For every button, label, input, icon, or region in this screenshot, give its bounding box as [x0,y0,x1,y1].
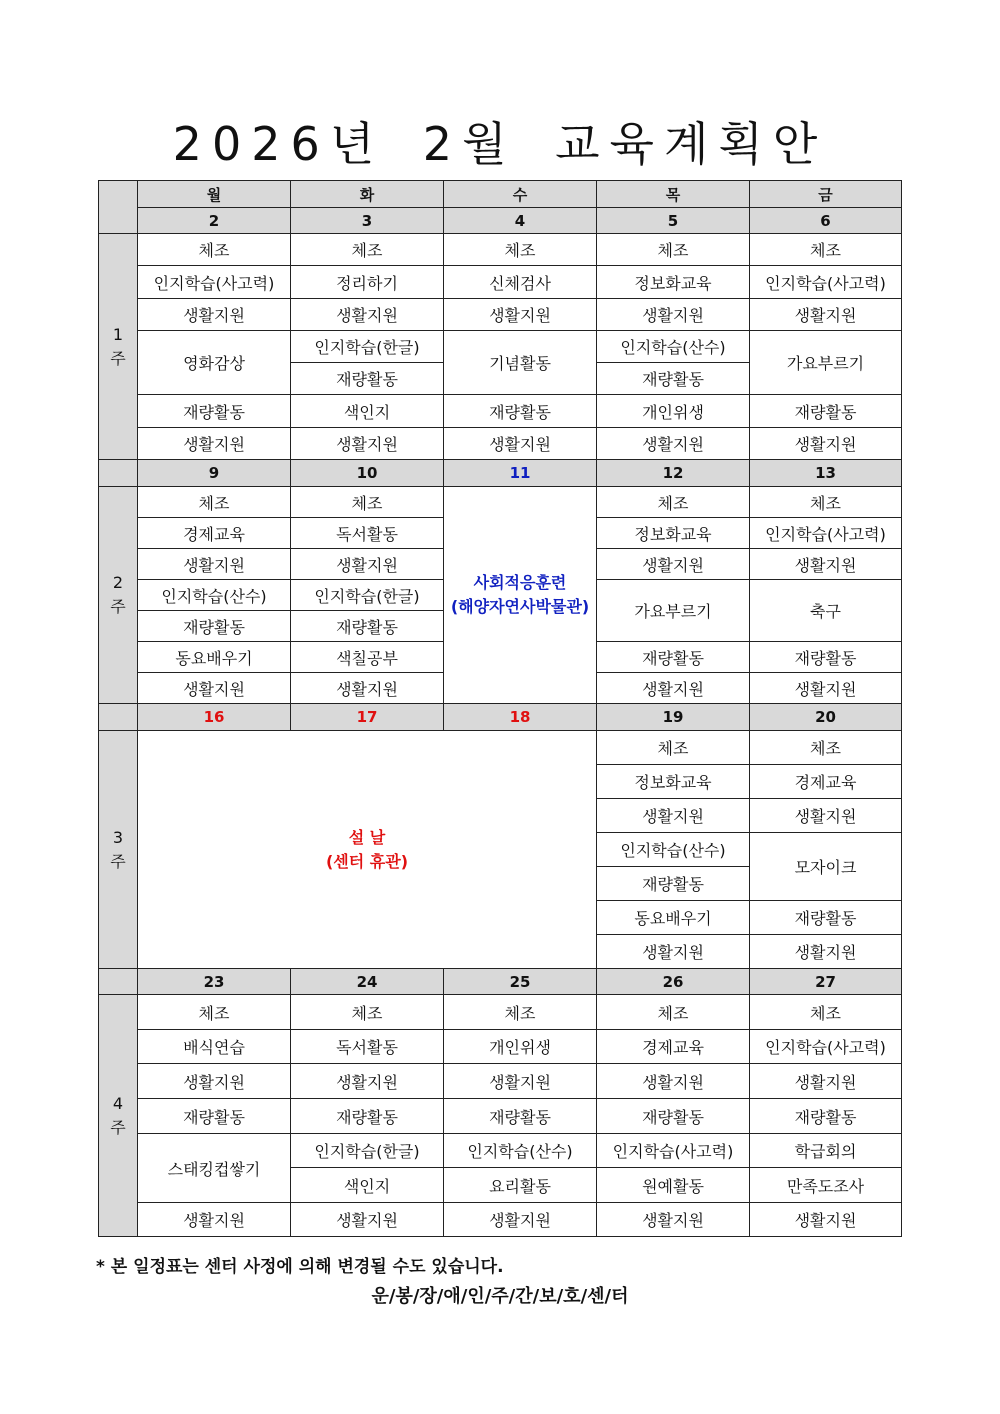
special-event-place: (해양자연사박물관) [450,597,590,616]
table-row [99,1134,902,1168]
activity-cell: 생활지원 [750,799,902,833]
table-row [99,428,902,460]
activity-cell: 생활지원 [138,1064,291,1099]
activity-cell: 체조 [597,487,750,518]
activity-cell: 경제교육 [597,1030,750,1064]
activity-cell: 생활지원 [291,673,444,704]
activity-cell: 재량활동 [597,642,750,673]
date-cell: 20 [750,704,902,731]
activity-cell: 생활지원 [444,1064,597,1099]
activity-cell: 체조 [750,487,902,518]
activity-cell: 모자이크 [750,833,902,901]
table-row [99,395,902,428]
date-cell: 11 [444,460,597,487]
week-number: 2 [112,573,124,592]
activity-cell: 인지학습(한글) [291,580,444,611]
week-number: 3 [112,827,124,847]
activity-cell: 경제교육 [750,765,902,799]
activity-cell: 체조 [597,731,750,765]
activity-cell: 생활지원 [444,1203,597,1237]
activity-cell: 생활지원 [750,935,902,969]
holiday-cell [138,731,597,969]
activity-cell: 신체검사 [444,266,597,299]
activity-cell: 재량활동 [597,363,750,395]
activity-cell: 체조 [291,234,444,266]
table-row [99,731,902,765]
week-label [99,995,138,1237]
activity-cell: 색인지 [291,395,444,428]
activity-cell: 생활지원 [291,428,444,460]
activity-cell: 경제교육 [138,518,291,549]
activity-cell: 재량활동 [138,395,291,428]
activity-cell: 스태킹컵쌓기 [138,1134,291,1203]
date-cell: 18 [444,704,597,731]
activity-cell: 인지학습(사고력) [750,266,902,299]
activity-cell: 재량활동 [597,867,750,901]
activity-cell: 재량활동 [750,395,902,428]
activity-cell: 학급회의 [750,1134,902,1168]
activity-cell: 인지학습(산수) [444,1134,597,1168]
activity-cell: 인지학습(사고력) [750,1030,902,1064]
activity-cell: 개인위생 [597,395,750,428]
date-cell: 2 [138,208,291,234]
activity-cell: 생활지원 [291,549,444,580]
activity-cell: 체조 [750,731,902,765]
date-cell: 26 [597,969,750,995]
activity-cell: 재량활동 [291,363,444,395]
day-header: 목 [597,181,750,208]
activity-cell: 인지학습(산수) [138,580,291,611]
activity-cell: 재량활동 [138,611,291,642]
activity-cell: 체조 [597,995,750,1030]
date-cell: 6 [750,208,902,234]
activity-cell: 축구 [750,580,902,642]
activity-cell: 생활지원 [597,935,750,969]
date-cell: 4 [444,208,597,234]
activity-cell: 정리하기 [291,266,444,299]
activity-cell: 인지학습(사고력) [597,1134,750,1168]
center-name: 운/봉/장/애/인/주/간/보/호/센/터 [371,1286,629,1307]
activity-cell: 정보화교육 [597,266,750,299]
activity-cell: 생활지원 [597,1203,750,1237]
activity-cell: 생활지원 [138,1203,291,1237]
week-label [99,234,138,460]
activity-cell: 생활지원 [291,1203,444,1237]
activity-cell: 생활지원 [597,799,750,833]
date-cell: 24 [291,969,444,995]
activity-cell: 색칠공부 [291,642,444,673]
week-number: 1 [112,324,124,344]
activity-cell: 동요배우기 [597,901,750,935]
activity-cell: 생활지원 [597,299,750,331]
activity-cell: 생활지원 [138,549,291,580]
schedule-table [98,180,902,1237]
activity-cell: 가요부르기 [597,580,750,642]
special-event-cell [444,487,597,704]
activity-cell: 체조 [291,487,444,518]
activity-cell: 체조 [138,234,291,266]
activity-cell: 재량활동 [291,611,444,642]
activity-cell: 생활지원 [597,549,750,580]
week-label [99,487,138,704]
activity-cell: 체조 [291,995,444,1030]
activity-cell: 독서활동 [291,1030,444,1064]
date-cell: 3 [291,208,444,234]
activity-cell: 체조 [138,487,291,518]
activity-cell: 생활지원 [138,299,291,331]
activity-cell: 원예활동 [597,1168,750,1203]
activity-cell: 생활지원 [597,673,750,704]
activity-cell: 체조 [138,995,291,1030]
table-row [99,1030,902,1064]
activity-cell: 인지학습(사고력) [750,518,902,549]
week-unit: 주 [110,348,126,368]
day-header: 금 [750,181,902,208]
activity-cell: 동요배우기 [138,642,291,673]
week-gap-cell [99,704,138,731]
activity-cell: 체조 [750,234,902,266]
activity-cell: 인지학습(한글) [291,1134,444,1168]
week-unit: 주 [110,851,126,871]
activity-cell: 생활지원 [291,299,444,331]
table-row [99,487,902,518]
day-header-row [99,181,902,208]
activity-cell: 가요부르기 [750,331,902,395]
activity-cell: 생활지원 [750,428,902,460]
activity-cell: 재량활동 [291,1099,444,1134]
date-row [99,208,902,234]
activity-cell: 생활지원 [750,673,902,704]
week-unit: 주 [110,597,126,616]
date-cell: 5 [597,208,750,234]
day-header: 화 [291,181,444,208]
activity-cell: 재량활동 [138,1099,291,1134]
date-cell: 16 [138,704,291,731]
activity-cell: 만족도조사 [750,1168,902,1203]
activity-cell: 정보화교육 [597,765,750,799]
activity-cell: 정보화교육 [597,518,750,549]
date-cell: 13 [750,460,902,487]
week-gap-cell [99,969,138,995]
date-row [99,969,902,995]
day-header: 수 [444,181,597,208]
activity-cell: 개인위생 [444,1030,597,1064]
date-cell: 25 [444,969,597,995]
activity-cell: 재량활동 [444,1099,597,1134]
holiday-title: 설 날 [348,827,386,847]
day-header: 월 [138,181,291,208]
table-row [99,331,902,363]
week-label [99,731,138,969]
activity-cell: 체조 [444,995,597,1030]
activity-cell: 생활지원 [444,428,597,460]
table-row [99,995,902,1030]
activity-cell: 체조 [597,234,750,266]
activity-cell: 생활지원 [597,428,750,460]
activity-cell: 요리활동 [444,1168,597,1203]
table-row [99,299,902,331]
date-row [99,460,902,487]
page-title: 2026년 2월 교육계획안 [172,117,828,171]
activity-cell: 생활지원 [138,673,291,704]
activity-cell: 생활지원 [750,1203,902,1237]
activity-cell: 독서활동 [291,518,444,549]
activity-cell: 생활지원 [138,428,291,460]
activity-cell: 인지학습(산수) [597,833,750,867]
activity-cell: 생활지원 [750,1064,902,1099]
activity-cell: 기념활동 [444,331,597,395]
activity-cell: 생활지원 [750,299,902,331]
date-cell: 17 [291,704,444,731]
date-cell: 27 [750,969,902,995]
activity-cell: 인지학습(산수) [597,331,750,363]
activity-cell: 재량활동 [444,395,597,428]
table-row [99,1099,902,1134]
activity-cell: 색인지 [291,1168,444,1203]
holiday-note: (센터 휴관) [325,851,409,871]
change-notice: * 본 일정표는 센터 사정에 의해 변경될 수도 있습니다. [96,1257,504,1277]
activity-cell: 체조 [750,995,902,1030]
date-cell: 19 [597,704,750,731]
activity-cell: 재량활동 [750,901,902,935]
date-cell: 9 [138,460,291,487]
table-row [99,1203,902,1237]
activity-cell: 배식연습 [138,1030,291,1064]
activity-cell: 생활지원 [750,549,902,580]
activity-cell: 생활지원 [444,299,597,331]
date-row [99,704,902,731]
table-row [99,1064,902,1099]
week-number: 4 [112,1093,124,1113]
activity-cell: 영화감상 [138,331,291,395]
activity-cell: 재량활동 [750,642,902,673]
table-row [99,234,902,266]
activity-cell: 체조 [444,234,597,266]
week-gap-cell [99,460,138,487]
date-cell: 23 [138,969,291,995]
activity-cell: 인지학습(사고력) [138,266,291,299]
activity-cell: 생활지원 [597,1064,750,1099]
date-cell: 10 [291,460,444,487]
corner-cell [99,181,138,234]
special-event-title: 사회적응훈련 [473,573,567,592]
table-row [99,266,902,299]
activity-cell: 재량활동 [750,1099,902,1134]
week-unit: 주 [110,1117,126,1137]
activity-cell: 인지학습(한글) [291,331,444,363]
activity-cell: 재량활동 [597,1099,750,1134]
activity-cell: 생활지원 [291,1064,444,1099]
date-cell: 12 [597,460,750,487]
